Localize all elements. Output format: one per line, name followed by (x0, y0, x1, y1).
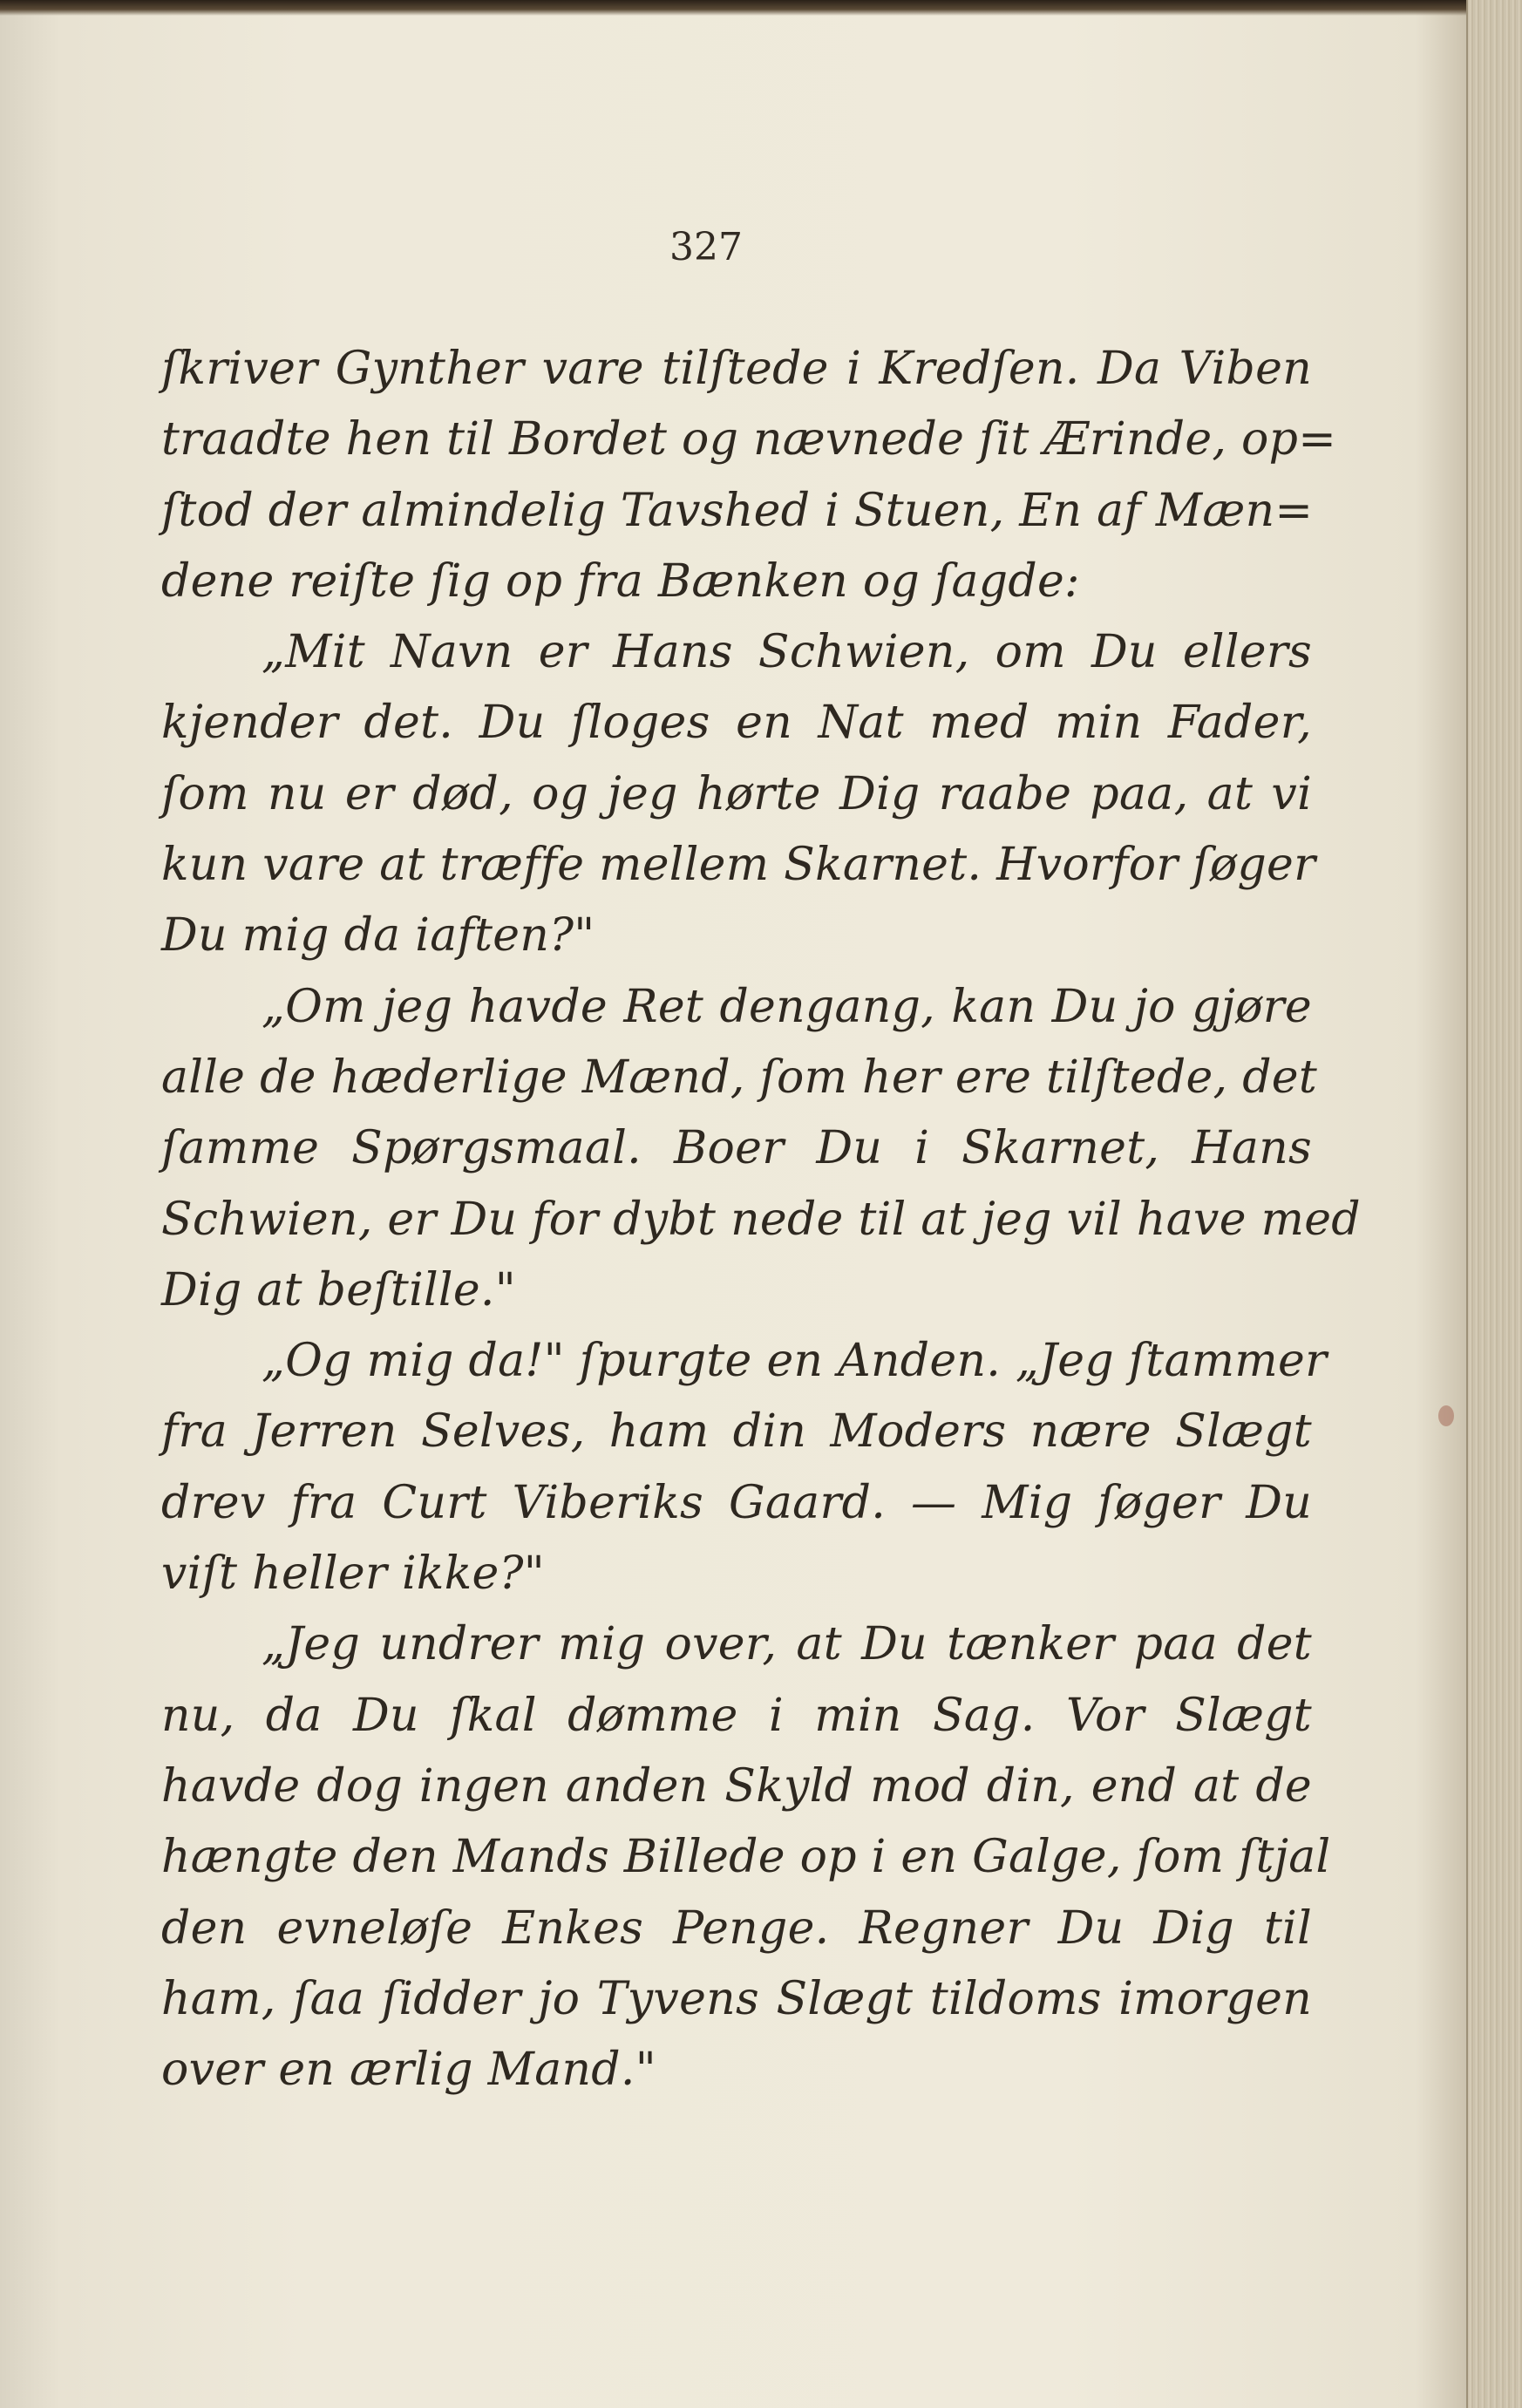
text-line: den evneløſe Enkes Penge. Regner Du Dig til (161, 1901, 1312, 1955)
text-line: traadte hen til Bordet og nævnede ſit Ærinde, op= (161, 413, 1337, 466)
page-stack-edge (1466, 0, 1522, 2408)
text-line: fra Jerren Selves, ham din Moders nære Slægt (161, 1405, 1312, 1459)
text-line: Dig at beſtille." (161, 1263, 516, 1316)
body-text (161, 334, 1361, 2105)
text-line: hængte den Mands Billede op i en Galge, ſom ſtjal (161, 1831, 1331, 1884)
text-line: ſom nu er død, og jeg hørte Dig raabe paa, at vi (161, 767, 1312, 820)
text-line: kjender det. Du ſloges en Nat med min Fader, (161, 697, 1312, 750)
text-line: „Jeg undrer mig over, at Du tænker paa det (262, 1618, 1312, 1671)
page-number: 327 (669, 225, 743, 269)
text-line: viſt heller ikke?" (161, 1548, 545, 1601)
text-line: havde dog ingen anden Skyld mod din, end at de (161, 1759, 1312, 1813)
text-line: ham, ſaa ſidder jo Tyvens Slægt tildoms imorgen (161, 1972, 1312, 2025)
text-line: Du mig da iaften?" (161, 909, 595, 963)
text-line: „Og mig da!" ſpurgte en Anden. „Jeg ſtammer (262, 1335, 1328, 1388)
text-line: „Om jeg havde Ret dengang, kan Du jo gjøre (262, 980, 1312, 1033)
text-line: ſtod der almindelig Tavshed i Stuen, En af Mæn= (161, 484, 1314, 537)
text-line: „Mit Navn er Hans Schwien, om Du ellers (262, 626, 1312, 679)
text-line: kun vare at træffe mellem Skarnet. Hvorfor ſøger (161, 839, 1316, 892)
paper-stain (1438, 1405, 1454, 1426)
text-line: over en ærlig Mand." (161, 2044, 656, 2097)
text-line: ſkriver Gynther vare tilſtede i Kredſen. Da Viben (161, 343, 1312, 395)
text-line: alle de hæderlige Mænd, ſom her ere tilſtede, det (161, 1051, 1318, 1104)
text-line: dene reiſte ſig op fra Bænken og ſagde: (161, 554, 1080, 608)
text-line: nu, da Du ſkal dømme i min Sag. Vor Slægt (161, 1689, 1312, 1742)
text-line: ſamme Spørgsmaal. Boer Du i Skarnet, Hans (161, 1122, 1312, 1175)
text-line: drev fra Curt Viberiks Gaard. — Mig ſøger Du (161, 1476, 1312, 1529)
text-line: Schwien, er Du for dybt nede til at jeg vil have med (161, 1193, 1361, 1246)
page-top-edge (0, 0, 1522, 16)
